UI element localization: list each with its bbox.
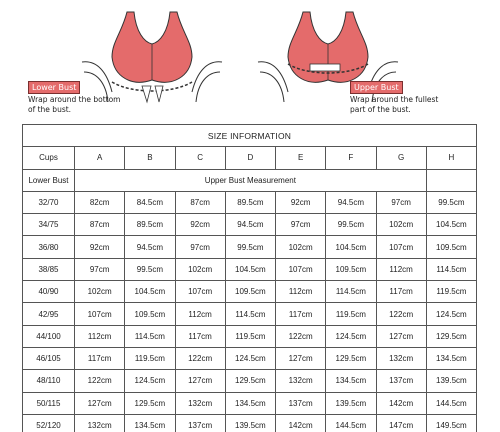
measurement-cell: 107cm [75, 303, 125, 325]
measurement-cell: 99.5cm [225, 236, 275, 258]
cup-header-e: E [276, 147, 326, 169]
measurement-cell: 109.5cm [326, 258, 376, 280]
measurement-cell: 137cm [376, 370, 426, 392]
band-size-cell: 36/80 [23, 236, 75, 258]
lower-bust-callout [28, 75, 128, 115]
measurement-cell: 99.5cm [125, 258, 175, 280]
table-title: SIZE INFORMATION [23, 125, 477, 147]
band-size-cell: 52/120 [23, 414, 75, 432]
measurement-cell: 134.5cm [426, 347, 476, 369]
table-row [23, 214, 477, 236]
upper-bust-callout [350, 75, 450, 115]
band-size-cell: 42/95 [23, 303, 75, 325]
measurement-cell: 144.5cm [426, 392, 476, 414]
measurement-cell: 107cm [276, 258, 326, 280]
band-size-cell: 32/70 [23, 191, 75, 213]
measurement-cell: 149.5cm [426, 414, 476, 432]
measurement-cell: 142cm [376, 392, 426, 414]
measurement-cell: 92cm [175, 214, 225, 236]
measurement-cell: 142cm [276, 414, 326, 432]
measurement-cell: 117cm [376, 281, 426, 303]
measurement-cell: 92cm [75, 236, 125, 258]
measurement-cell: 137cm [175, 414, 225, 432]
band-size-cell: 38/85 [23, 258, 75, 280]
measurement-cell: 129.5cm [125, 392, 175, 414]
measurement-cell: 127cm [276, 347, 326, 369]
measurement-cell: 89.5cm [225, 191, 275, 213]
measurement-cell: 114.5cm [225, 303, 275, 325]
cup-header-b: B [125, 147, 175, 169]
upper-bust-tag: Upper Bust [350, 81, 403, 94]
measurement-cell: 139.5cm [426, 370, 476, 392]
measurement-cell: 97cm [376, 191, 426, 213]
measurement-cell: 144.5cm [326, 414, 376, 432]
measurement-cell: 124.5cm [426, 303, 476, 325]
measurement-cell: 107cm [175, 281, 225, 303]
header-empty-cell [426, 169, 476, 191]
measurement-cell: 82cm [75, 191, 125, 213]
measurement-cell: 139.5cm [225, 414, 275, 432]
measurement-cell: 84.5cm [125, 191, 175, 213]
table-row [23, 258, 477, 280]
measurement-cell: 92cm [276, 191, 326, 213]
measurement-cell: 112cm [376, 258, 426, 280]
measurement-cell: 132cm [376, 347, 426, 369]
measurement-cell: 124.5cm [125, 370, 175, 392]
band-size-cell: 48/110 [23, 370, 75, 392]
band-size-cell: 40/90 [23, 281, 75, 303]
cup-header-h: H [426, 147, 476, 169]
measurement-cell: 134.5cm [225, 392, 275, 414]
measurement-cell: 104.5cm [225, 258, 275, 280]
table-row [23, 370, 477, 392]
measurement-cell: 127cm [376, 325, 426, 347]
measurement-header-row [23, 169, 477, 191]
table-row [23, 414, 477, 432]
measurement-cell: 97cm [75, 258, 125, 280]
measurement-cell: 127cm [175, 370, 225, 392]
measurement-cell: 124.5cm [225, 347, 275, 369]
size-table [22, 124, 477, 432]
measurement-cell: 112cm [276, 281, 326, 303]
table-row [23, 281, 477, 303]
measurement-cell: 134.5cm [326, 370, 376, 392]
band-size-cell: 50/115 [23, 392, 75, 414]
table-row [23, 347, 477, 369]
table-row [23, 191, 477, 213]
table-row [23, 325, 477, 347]
measurement-cell: 102cm [75, 281, 125, 303]
measurement-cell: 87cm [75, 214, 125, 236]
measurement-cell: 97cm [276, 214, 326, 236]
measurement-cell: 104.5cm [326, 236, 376, 258]
measurement-cell: 132cm [75, 414, 125, 432]
cup-header-g: G [376, 147, 426, 169]
measurement-cell: 94.5cm [326, 191, 376, 213]
measurement-cell: 117cm [175, 325, 225, 347]
measurement-cell: 119.5cm [326, 303, 376, 325]
measurement-cell: 129.5cm [426, 325, 476, 347]
cup-header-d: D [225, 147, 275, 169]
measurement-cell: 94.5cm [125, 236, 175, 258]
measurement-cell: 109.5cm [225, 281, 275, 303]
upper-bust-description: Wrap around the fullest part of the bust. [350, 95, 439, 114]
measurement-cell: 129.5cm [225, 370, 275, 392]
measurement-cell: 87cm [175, 191, 225, 213]
measurement-cell: 112cm [75, 325, 125, 347]
measurement-cell: 107cm [376, 236, 426, 258]
cup-header-a: A [75, 147, 125, 169]
table-row [23, 303, 477, 325]
measurement-cell: 89.5cm [125, 214, 175, 236]
measurement-cell: 114.5cm [125, 325, 175, 347]
measurement-cell: 117cm [276, 303, 326, 325]
measurement-cell: 102cm [376, 214, 426, 236]
measurement-cell: 132cm [175, 392, 225, 414]
measurement-cell: 99.5cm [326, 214, 376, 236]
measurement-cell: 122cm [75, 370, 125, 392]
measurement-cell: 147cm [376, 414, 426, 432]
measurement-cell: 99.5cm [426, 191, 476, 213]
measurement-cell: 119.5cm [125, 347, 175, 369]
measurement-cell: 127cm [75, 392, 125, 414]
table-row [23, 392, 477, 414]
measurement-cell: 112cm [175, 303, 225, 325]
measurement-cell: 104.5cm [125, 281, 175, 303]
measurement-cell: 132cm [276, 370, 326, 392]
measurement-illustrations [0, 0, 500, 122]
measurement-cell: 139.5cm [326, 392, 376, 414]
lower-bust-tag: Lower Bust [28, 81, 80, 94]
measurement-cell: 134.5cm [125, 414, 175, 432]
measurement-cell: 119.5cm [225, 325, 275, 347]
upper-bust-measurement-label: Upper Bust Measurement [75, 169, 427, 191]
measurement-cell: 97cm [175, 236, 225, 258]
measurement-cell: 114.5cm [326, 281, 376, 303]
lower-bust-label: Lower Bust [23, 169, 75, 191]
measurement-cell: 102cm [276, 236, 326, 258]
band-size-cell: 34/75 [23, 214, 75, 236]
table-row [23, 236, 477, 258]
lower-bust-description: Wrap around the bottom of the bust. [28, 95, 121, 114]
measurement-cell: 122cm [175, 347, 225, 369]
measurement-cell: 94.5cm [225, 214, 275, 236]
band-size-cell: 46/105 [23, 347, 75, 369]
cups-label: Cups [23, 147, 75, 169]
measurement-cell: 124.5cm [326, 325, 376, 347]
measurement-cell: 109.5cm [426, 236, 476, 258]
measurement-cell: 122cm [376, 303, 426, 325]
measurement-cell: 104.5cm [426, 214, 476, 236]
cup-header-f: F [326, 147, 376, 169]
measurement-cell: 129.5cm [326, 347, 376, 369]
band-size-cell: 44/100 [23, 325, 75, 347]
measurement-cell: 119.5cm [426, 281, 476, 303]
measurement-cell: 102cm [175, 258, 225, 280]
measurement-cell: 114.5cm [426, 258, 476, 280]
cups-header-row [23, 147, 477, 169]
measurement-cell: 137cm [276, 392, 326, 414]
cup-header-c: C [175, 147, 225, 169]
measurement-cell: 122cm [276, 325, 326, 347]
measurement-cell: 117cm [75, 347, 125, 369]
measurement-cell: 109.5cm [125, 303, 175, 325]
